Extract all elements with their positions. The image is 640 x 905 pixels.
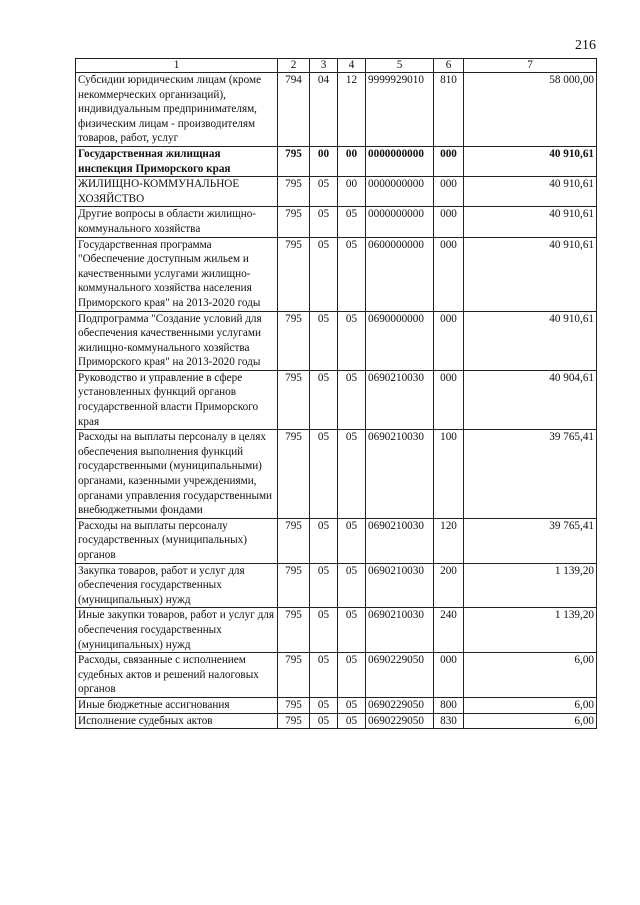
row-expense-type-cell: 100 [434, 430, 464, 519]
row-target-article-cell: 0690000000 [366, 311, 434, 370]
row-amount-cell: 6,00 [464, 697, 597, 713]
row-subsection-cell: 05 [338, 697, 366, 713]
row-section-cell: 05 [310, 370, 338, 429]
table-row [76, 177, 597, 207]
row-target-article-cell: 0690210030 [366, 608, 434, 653]
row-amount-cell: 6,00 [464, 713, 597, 729]
row-amount-cell: 40 910,61 [464, 177, 597, 207]
row-target-article-cell: 0690229050 [366, 653, 434, 698]
table-row [76, 653, 597, 698]
row-target-article-cell: 0690210030 [366, 370, 434, 429]
row-section-cell: 05 [310, 653, 338, 698]
header-col-3: 3 [310, 59, 338, 73]
row-expense-type-cell: 000 [434, 177, 464, 207]
row-target-article-cell: 0000000000 [366, 177, 434, 207]
row-section-cell: 00 [310, 146, 338, 176]
row-admin-code-cell: 795 [278, 146, 310, 176]
row-section-cell: 05 [310, 608, 338, 653]
row-target-article-cell: 0000000000 [366, 207, 434, 237]
row-name-cell: Закупка товаров, работ и услуг для обеспечения государственных (муниципальных) нужд [76, 563, 278, 608]
row-subsection-cell: 05 [338, 713, 366, 729]
row-section-cell: 05 [310, 697, 338, 713]
table-row [76, 146, 597, 176]
row-admin-code-cell: 795 [278, 207, 310, 237]
row-target-article-cell: 0690210030 [366, 563, 434, 608]
row-target-article-cell: 0000000000 [366, 146, 434, 176]
row-amount-cell: 1 139,20 [464, 608, 597, 653]
row-name-cell: Расходы на выплаты персоналу государственных (муниципальных) органов [76, 518, 278, 563]
row-amount-cell: 1 139,20 [464, 563, 597, 608]
row-amount-cell: 58 000,00 [464, 73, 597, 147]
table-row [76, 237, 597, 311]
row-name-cell: Государственная программа "Обеспечение доступным жильем и качественными услугами жилищно-коммунального хозяйства населения Приморского края" на 2013-2020 годы [76, 237, 278, 311]
table-row [76, 430, 597, 519]
row-expense-type-cell: 000 [434, 653, 464, 698]
row-admin-code-cell: 795 [278, 430, 310, 519]
header-col-7: 7 [464, 59, 597, 73]
row-name-cell: Субсидии юридическим лицам (кроме некоммерческих организаций), индивидуальным предпринимателям, физическим лицам - производителям товаров, работ, услуг [76, 73, 278, 147]
row-target-article-cell: 0690210030 [366, 430, 434, 519]
row-admin-code-cell: 795 [278, 653, 310, 698]
row-target-article-cell: 0690229050 [366, 697, 434, 713]
row-admin-code-cell: 794 [278, 73, 310, 147]
row-name-cell: Руководство и управление в сфере установленных функций органов государственной власти Приморского края [76, 370, 278, 429]
table-row [76, 311, 597, 370]
row-name-cell: Расходы, связанные с исполнением судебных актов и решений налоговых органов [76, 653, 278, 698]
row-section-cell: 05 [310, 563, 338, 608]
row-subsection-cell: 05 [338, 237, 366, 311]
row-amount-cell: 40 910,61 [464, 311, 597, 370]
budget-table [75, 58, 597, 729]
row-section-cell: 04 [310, 73, 338, 147]
row-admin-code-cell: 795 [278, 563, 310, 608]
row-target-article-cell: 0600000000 [366, 237, 434, 311]
row-subsection-cell: 00 [338, 146, 366, 176]
row-expense-type-cell: 240 [434, 608, 464, 653]
row-target-article-cell: 0690210030 [366, 518, 434, 563]
row-name-cell: Расходы на выплаты персоналу в целях обеспечения выполнения функций государственными (муниципальными) органами, казенными учреждениями, органами управления государственными внебюджетными фондами [76, 430, 278, 519]
row-subsection-cell: 05 [338, 563, 366, 608]
table-row [76, 713, 597, 729]
row-expense-type-cell: 810 [434, 73, 464, 147]
table-row [76, 697, 597, 713]
row-expense-type-cell: 200 [434, 563, 464, 608]
row-name-cell: Другие вопросы в области жилищно-коммунального хозяйства [76, 207, 278, 237]
page-number: 216 [575, 38, 596, 53]
row-admin-code-cell: 795 [278, 697, 310, 713]
row-subsection-cell: 05 [338, 518, 366, 563]
row-subsection-cell: 12 [338, 73, 366, 147]
row-section-cell: 05 [310, 430, 338, 519]
row-admin-code-cell: 795 [278, 518, 310, 563]
row-expense-type-cell: 000 [434, 237, 464, 311]
row-amount-cell: 40 910,61 [464, 237, 597, 311]
row-name-cell: Подпрограмма "Создание условий для обеспечения качественными услугами жилищно-коммунального хозяйства Приморского края" на 2013-2020 годы [76, 311, 278, 370]
row-amount-cell: 40 910,61 [464, 207, 597, 237]
row-admin-code-cell: 795 [278, 713, 310, 729]
header-col-1: 1 [76, 59, 278, 73]
row-expense-type-cell: 000 [434, 370, 464, 429]
table-row [76, 518, 597, 563]
header-col-4: 4 [338, 59, 366, 73]
row-name-cell: Иные бюджетные ассигнования [76, 697, 278, 713]
row-section-cell: 05 [310, 177, 338, 207]
row-subsection-cell: 05 [338, 430, 366, 519]
row-subsection-cell: 00 [338, 177, 366, 207]
row-admin-code-cell: 795 [278, 311, 310, 370]
row-section-cell: 05 [310, 518, 338, 563]
row-name-cell: ЖИЛИЩНО-КОММУНАЛЬНОЕ ХОЗЯЙСТВО [76, 177, 278, 207]
row-name-cell: Исполнение судебных актов [76, 713, 278, 729]
row-section-cell: 05 [310, 713, 338, 729]
row-amount-cell: 39 765,41 [464, 430, 597, 519]
row-expense-type-cell: 000 [434, 207, 464, 237]
row-target-article-cell: 9999929010 [366, 73, 434, 147]
table-row [76, 563, 597, 608]
table-row [76, 207, 597, 237]
row-subsection-cell: 05 [338, 311, 366, 370]
row-expense-type-cell: 830 [434, 713, 464, 729]
row-section-cell: 05 [310, 311, 338, 370]
table-row [76, 608, 597, 653]
row-amount-cell: 39 765,41 [464, 518, 597, 563]
row-subsection-cell: 05 [338, 370, 366, 429]
row-admin-code-cell: 795 [278, 608, 310, 653]
header-col-5: 5 [366, 59, 434, 73]
table-header-row [76, 59, 597, 73]
table-row [76, 370, 597, 429]
row-admin-code-cell: 795 [278, 177, 310, 207]
row-amount-cell: 6,00 [464, 653, 597, 698]
row-subsection-cell: 05 [338, 207, 366, 237]
row-subsection-cell: 05 [338, 608, 366, 653]
row-subsection-cell: 05 [338, 653, 366, 698]
header-col-6: 6 [434, 59, 464, 73]
table-row [76, 73, 597, 147]
row-admin-code-cell: 795 [278, 370, 310, 429]
row-expense-type-cell: 120 [434, 518, 464, 563]
row-amount-cell: 40 904,61 [464, 370, 597, 429]
row-target-article-cell: 0690229050 [366, 713, 434, 729]
row-expense-type-cell: 000 [434, 146, 464, 176]
row-expense-type-cell: 800 [434, 697, 464, 713]
row-admin-code-cell: 795 [278, 237, 310, 311]
row-amount-cell: 40 910,61 [464, 146, 597, 176]
row-section-cell: 05 [310, 237, 338, 311]
row-name-cell: Иные закупки товаров, работ и услуг для обеспечения государственных (муниципальных) нужд [76, 608, 278, 653]
row-name-cell: Государственная жилищная инспекция Приморского края [76, 146, 278, 176]
row-expense-type-cell: 000 [434, 311, 464, 370]
row-section-cell: 05 [310, 207, 338, 237]
header-col-2: 2 [278, 59, 310, 73]
